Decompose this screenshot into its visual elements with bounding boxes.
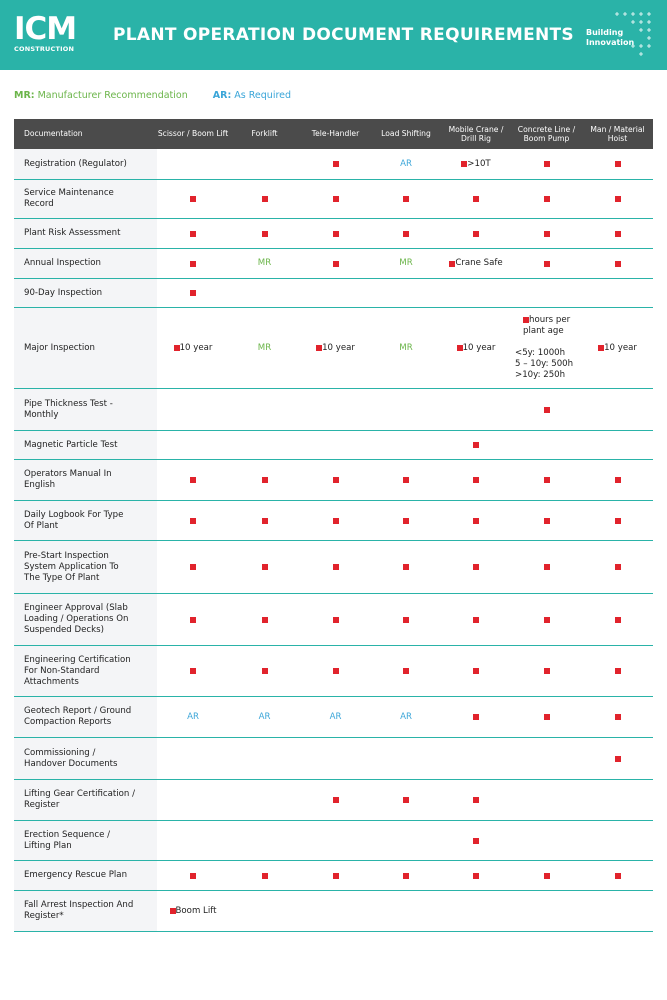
required-marker: [403, 564, 409, 570]
table-cell: [441, 431, 511, 459]
table-cell: [229, 738, 300, 779]
table-cell: [229, 821, 300, 860]
required-marker: [190, 668, 196, 674]
table-cell: [157, 821, 229, 860]
table-cell: [157, 460, 229, 500]
required-marker: [403, 231, 409, 237]
row-label: Magnetic Particle Test: [14, 431, 157, 459]
table-cell: [229, 180, 300, 218]
table-cell: [511, 308, 582, 388]
required-marker: [262, 564, 268, 570]
table-cell: [157, 780, 229, 820]
table-cell: [441, 594, 511, 645]
table-cell: [511, 821, 582, 860]
table-cell: [300, 541, 371, 593]
table-cell: [300, 460, 371, 500]
required-marker: [262, 518, 268, 524]
required-marker: [333, 161, 339, 167]
table-cell: [300, 389, 371, 430]
logo-subtext: CONSTRUCTION: [14, 45, 75, 53]
table-cell: [371, 219, 441, 248]
required-marker: [544, 407, 550, 413]
table-cell: [582, 389, 653, 430]
table-cell: [229, 460, 300, 500]
table-cell: [157, 891, 229, 931]
table-cell: [300, 279, 371, 307]
table-cell: [300, 891, 371, 931]
required-marker: [544, 518, 550, 524]
table-row: [14, 541, 653, 594]
column-header: Concrete Line / Boom Pump: [517, 124, 576, 143]
column-header: Load Shifting: [381, 129, 431, 139]
table-cell: [300, 594, 371, 645]
table-cell: [441, 821, 511, 860]
required-marker: [333, 668, 339, 674]
table-cell: [157, 861, 229, 890]
required-marker: [473, 518, 479, 524]
table-cell: [371, 149, 441, 179]
table-cell: [371, 460, 441, 500]
required-marker: [190, 873, 196, 879]
row-label: Engineer Approval (Slab Loading / Operations On Suspended Decks): [14, 594, 157, 645]
required-marker: [190, 290, 196, 296]
row-label: 90-Day Inspection: [14, 279, 157, 307]
required-marker: [473, 231, 479, 237]
row-label: Pre-Start Inspection System Application To The Type Of Plant: [14, 541, 157, 593]
table-cell: [511, 431, 582, 459]
table-row: [14, 861, 653, 891]
table-cell: [441, 219, 511, 248]
required-marker: [333, 518, 339, 524]
required-marker: [190, 617, 196, 623]
table-cell: [582, 738, 653, 779]
required-marker: [544, 714, 550, 720]
table-cell: [511, 646, 582, 696]
row-label: Operators Manual In English: [14, 460, 157, 500]
table-cell: [229, 861, 300, 890]
table-cell: [229, 501, 300, 540]
cell-note: Crane Safe: [455, 258, 503, 268]
table-cell: [229, 279, 300, 307]
table-row: [14, 249, 653, 279]
required-marker: [615, 261, 621, 267]
cell-note: 10 year: [322, 342, 355, 353]
table-cell: [441, 460, 511, 500]
table-cell: [300, 646, 371, 696]
table-cell: [157, 431, 229, 459]
table-cell: [582, 780, 653, 820]
table-cell: [511, 780, 582, 820]
required-marker: [333, 617, 339, 623]
legend-ar: [213, 90, 291, 101]
table-cell: [371, 891, 441, 931]
table-cell: [511, 541, 582, 593]
table-cell: [582, 821, 653, 860]
table-cell: [300, 249, 371, 278]
table-cell: [582, 594, 653, 645]
table-cell: [511, 180, 582, 218]
table-cell: [157, 279, 229, 307]
table-cell: [582, 180, 653, 218]
table-cell: [371, 646, 441, 696]
legend-ar-key: AR:: [212, 90, 232, 101]
required-marker: [473, 873, 479, 879]
required-marker: [262, 873, 268, 879]
required-marker: [615, 196, 621, 202]
required-marker: [262, 617, 268, 623]
required-marker: [544, 161, 550, 167]
row-label: Registration (Regulator): [14, 149, 157, 179]
required-marker: [473, 838, 479, 844]
table-cell: [441, 780, 511, 820]
required-marker: [333, 873, 339, 879]
cell-note: 10 year: [179, 342, 213, 353]
table-cell: [582, 861, 653, 890]
table-cell: [441, 180, 511, 218]
row-label: Daily Logbook For Type Of Plant: [14, 501, 157, 540]
required-marker: [615, 873, 621, 879]
mr-label: MR: [399, 342, 413, 353]
table-cell: [371, 431, 441, 459]
cell-note: Boom Lift: [175, 905, 217, 916]
table-cell: [582, 501, 653, 540]
table-cell: [441, 541, 511, 593]
table-cell: [511, 460, 582, 500]
legend: [14, 90, 291, 101]
ar-label: AR: [400, 711, 412, 722]
table-cell: [511, 249, 582, 278]
required-marker: [190, 518, 196, 524]
page-title: PLANT OPERATION DOCUMENT REQUIREMENTS: [113, 25, 574, 45]
table-cell: [157, 219, 229, 248]
required-marker: [190, 196, 196, 202]
table-cell: [371, 389, 441, 430]
table-cell: [371, 308, 441, 388]
required-marker: [190, 477, 196, 483]
ar-label: AR: [329, 711, 342, 722]
required-marker: [262, 668, 268, 674]
table-row: [14, 780, 653, 821]
table-cell: [511, 279, 582, 307]
table-row: [14, 431, 653, 460]
mr-label: MR: [257, 342, 272, 353]
ar-label: AR: [258, 711, 271, 722]
table-cell: [371, 501, 441, 540]
table-row: [14, 594, 653, 646]
required-marker: [403, 477, 409, 483]
table-header: [14, 119, 653, 149]
table-cell: [229, 389, 300, 430]
row-label: Commissioning / Handover Documents: [14, 738, 157, 779]
required-marker: [615, 714, 621, 720]
table-cell: [229, 780, 300, 820]
table-cell: [582, 646, 653, 696]
table-cell: [441, 501, 511, 540]
mr-label: MR: [257, 258, 272, 268]
table-cell: [582, 891, 653, 931]
table-cell: [511, 594, 582, 645]
table-cell: [229, 149, 300, 179]
required-marker: [544, 261, 550, 267]
table-cell: [157, 389, 229, 430]
required-marker: [190, 231, 196, 237]
required-marker: [262, 231, 268, 237]
table-cell: [229, 249, 300, 278]
required-marker: [333, 797, 339, 803]
table-cell: [371, 180, 441, 218]
row-label: Engineering Certification For Non-Standard Attachments: [14, 646, 157, 696]
table-cell: [371, 738, 441, 779]
table-cell: [441, 249, 511, 278]
row-label: Fall Arrest Inspection And Register*: [14, 891, 157, 931]
table-cell: [300, 697, 371, 737]
table-row: [14, 460, 653, 501]
required-marker: [615, 518, 621, 524]
row-label: Pipe Thickness Test - Monthly: [14, 389, 157, 430]
required-marker: [615, 756, 621, 762]
required-marker: [262, 196, 268, 202]
table-cell: [229, 308, 300, 388]
table-row: [14, 180, 653, 219]
table-cell: [157, 594, 229, 645]
required-marker: [615, 161, 621, 167]
required-marker: [544, 617, 550, 623]
row-label: Major Inspection: [14, 308, 157, 388]
table-cell: [300, 738, 371, 779]
tagline-line-1: Building: [586, 28, 624, 37]
legend-mr-text: Manufacturer Recommendation: [37, 90, 188, 101]
cell-note: 10 year: [604, 342, 637, 353]
table-cell: [582, 308, 653, 388]
table-row: [14, 891, 653, 932]
row-label: Geotech Report / Ground Compaction Reports: [14, 697, 157, 737]
required-marker: [333, 196, 339, 202]
table-cell: [441, 389, 511, 430]
table-cell: [157, 501, 229, 540]
row-label: Emergency Rescue Plan: [14, 861, 157, 890]
table-cell: [229, 431, 300, 459]
required-marker: [544, 873, 550, 879]
table-cell: [300, 219, 371, 248]
row-label: Erection Sequence / Lifting Plan: [14, 821, 157, 860]
legend-mr: [14, 90, 188, 101]
required-marker: [615, 564, 621, 570]
table-cell: [511, 697, 582, 737]
cell-note: 10 year: [462, 342, 496, 353]
table-cell: [157, 180, 229, 218]
table-cell: [441, 308, 511, 388]
logo-mark: ICM: [14, 11, 77, 47]
table-cell: [157, 149, 229, 179]
column-header: Scissor / Boom Lift: [157, 129, 229, 139]
table-cell: [371, 279, 441, 307]
table-row: [14, 738, 653, 780]
required-marker: [333, 261, 339, 267]
required-marker: [473, 442, 479, 448]
table-cell: [511, 501, 582, 540]
page-header: [0, 0, 667, 70]
table-cell: [157, 738, 229, 779]
table-cell: [229, 219, 300, 248]
table-cell: [157, 308, 229, 388]
row-label: Lifting Gear Certification / Register: [14, 780, 157, 820]
table-row: [14, 308, 653, 389]
table-cell: [511, 738, 582, 779]
table-cell: [582, 279, 653, 307]
table-row: [14, 646, 653, 697]
table-cell: [511, 219, 582, 248]
required-marker: [403, 797, 409, 803]
mr-label: MR: [399, 258, 413, 268]
table-cell: [582, 249, 653, 278]
table-cell: [441, 891, 511, 931]
table-cell: [300, 780, 371, 820]
table-cell: [300, 308, 371, 388]
cell-note: >10T: [467, 158, 491, 169]
table-cell: [300, 861, 371, 890]
table-cell: [157, 697, 229, 737]
table-cell: [300, 149, 371, 179]
table-row: [14, 279, 653, 308]
required-marker: [615, 231, 621, 237]
table-row: [14, 149, 653, 180]
required-marker: [544, 231, 550, 237]
ar-label: AR: [187, 711, 199, 722]
required-marker: [473, 797, 479, 803]
required-marker: [544, 477, 550, 483]
table-cell: [582, 697, 653, 737]
table-cell: [229, 594, 300, 645]
table-cell: [229, 646, 300, 696]
required-marker: [473, 564, 479, 570]
company-logo: [14, 11, 77, 56]
table-cell: [157, 541, 229, 593]
plus-pattern-icon: [613, 10, 659, 60]
legend-mr-key: MR:: [14, 90, 35, 101]
column-header: Tele-Handler: [311, 129, 360, 139]
table-cell: [371, 861, 441, 890]
legend-ar-text: As Required: [234, 90, 292, 101]
column-header: Mobile Crane / Drill Rig: [448, 124, 504, 143]
table-cell: [371, 541, 441, 593]
table-row: [14, 697, 653, 738]
table-cell: [582, 149, 653, 179]
table-cell: [441, 738, 511, 779]
table-cell: [441, 697, 511, 737]
required-marker: [473, 714, 479, 720]
table-cell: [371, 249, 441, 278]
ar-label: AR: [400, 158, 412, 169]
required-marker: [403, 617, 409, 623]
table-row: [14, 501, 653, 541]
cell-note: hours per plant age <5y: 1000h 5 – 10y: 500h >10y: 250h: [515, 315, 574, 380]
required-marker: [403, 873, 409, 879]
table-cell: [371, 821, 441, 860]
required-marker: [333, 231, 339, 237]
required-marker: [544, 196, 550, 202]
table-cell: [371, 594, 441, 645]
table-cell: [511, 891, 582, 931]
table-cell: [511, 389, 582, 430]
required-marker: [615, 668, 621, 674]
table-cell: [229, 697, 300, 737]
table-cell: [582, 541, 653, 593]
table-row: [14, 219, 653, 249]
required-marker: [403, 668, 409, 674]
required-marker: [615, 477, 621, 483]
required-marker: [333, 477, 339, 483]
table-cell: [582, 460, 653, 500]
row-label: Plant Risk Assessment: [14, 219, 157, 248]
tagline-line-2: Innovation: [586, 38, 635, 47]
table-cell: [229, 891, 300, 931]
required-marker: [473, 477, 479, 483]
required-marker: [473, 617, 479, 623]
table-cell: [157, 249, 229, 278]
table-cell: [511, 149, 582, 179]
required-marker: [544, 564, 550, 570]
table-cell: [300, 431, 371, 459]
required-marker: [615, 617, 621, 623]
required-marker: [403, 518, 409, 524]
table-cell: [300, 501, 371, 540]
table-row: [14, 821, 653, 861]
required-marker: [333, 564, 339, 570]
table-cell: [582, 219, 653, 248]
table-cell: [371, 697, 441, 737]
column-header: Forklift: [251, 129, 278, 139]
table-cell: [582, 431, 653, 459]
table-row: [14, 389, 653, 431]
table-cell: [300, 180, 371, 218]
required-marker: [190, 564, 196, 570]
required-marker: [473, 668, 479, 674]
table-cell: [300, 821, 371, 860]
required-marker: [544, 668, 550, 674]
table-cell: [157, 646, 229, 696]
table-cell: [441, 646, 511, 696]
table-cell: [441, 149, 511, 179]
table-cell: [441, 861, 511, 890]
column-header: Man / Material Hoist: [590, 124, 645, 143]
required-marker: [473, 196, 479, 202]
column-header: Documentation: [24, 129, 83, 139]
required-marker: [262, 477, 268, 483]
required-marker: [403, 196, 409, 202]
row-label: Service Maintenance Record: [14, 180, 157, 218]
required-marker: [190, 261, 196, 267]
required-marker: [523, 317, 529, 323]
row-label: Annual Inspection: [14, 249, 157, 278]
table-cell: [371, 780, 441, 820]
table-cell: [441, 279, 511, 307]
table-cell: [229, 541, 300, 593]
table-cell: [511, 861, 582, 890]
